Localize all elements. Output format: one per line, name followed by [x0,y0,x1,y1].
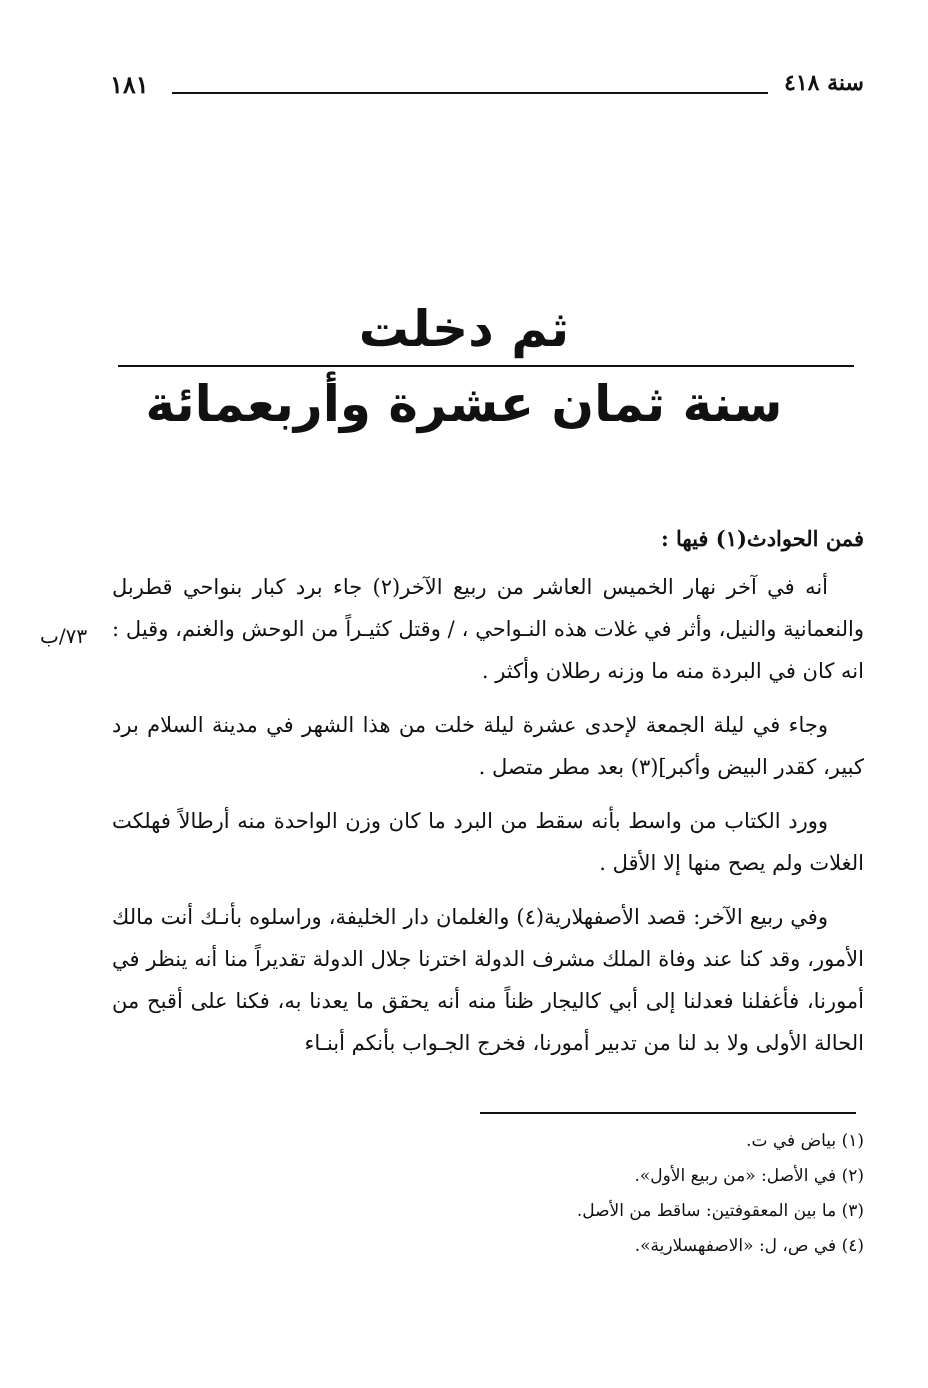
paragraph-1: أنه في آخر نهار الخميس العاشر من ربيع الآخر(٢) جاء برد كبار بنواحي قطربل والنعمانية والنيل، وأثر في غلات هذه النـواحي ، / وقتل كثيـراً من الوحش والغنم، وقيل : انه كان في البردة منه ما وزنه رطلان وأكثر . [112,575,864,683]
chapter-title-rule [118,365,854,367]
running-header [110,70,864,110]
footnote-2: (٢) في الأصل: «من ربيع الأول». [634,1166,864,1186]
paragraph-2: وجاء في ليلة الجمعة لإحدى عشرة ليلة خلت من هذا الشهر في مدينة السلام برد كبير، كقدر البيض وأكبر](٣) بعد مطر متصل . [112,713,864,779]
footnote-4: (٤) في ص، ل: «الاصفهسلارية». [634,1236,864,1256]
footnote-1: (١) بياض في ت. [746,1131,864,1151]
paragraph-3: وورد الكتاب من واسط بأنه سقط من البرد ما كان وزن الواحدة منه أرطالاً فهلكت الغلات ولم يصح منها إلا الأقل . [112,809,864,875]
footnote-rule [480,1112,856,1114]
chapter-title-line2: سنة ثمان عشرة وأربعمائة [145,375,783,433]
manuscript-folio-note: ٧٣/ب [40,624,88,648]
body-text [112,518,864,1076]
chapter-title-line1: ثم دخلت [358,300,570,358]
footnotes [380,1124,864,1264]
events-lead: فمن الحوادث(١) فيها : [660,526,864,551]
page-number: ١٨١ [110,70,149,99]
header-rule [172,92,768,94]
paragraph-4: وفي ربيع الآخر: قصد الأصفهلارية(٤) والغلمان دار الخليفة، وراسلوه بأنـك أنت مالك الأمور، وقد كنا عند وفاة الملك مشرف الدولة اخترنا جلال الدولة تقديراً منا أنه ينظر في أمورنا، فأغفلنا فعدلنا إلى أبي كاليجار ظناً منه أنه يحقق ما يعدنا به، فكنا على أقبح من الحالة الأولى ولا بد لنا من تدبير أمورنا، فخرج الجـواب بأنكم أبنـاء [112,905,864,1055]
footnote-3: (٣) ما بين المعقوفتين: ساقط من الأصل. [576,1201,864,1221]
header-section-title: سنة ٤١٨ [784,70,864,96]
